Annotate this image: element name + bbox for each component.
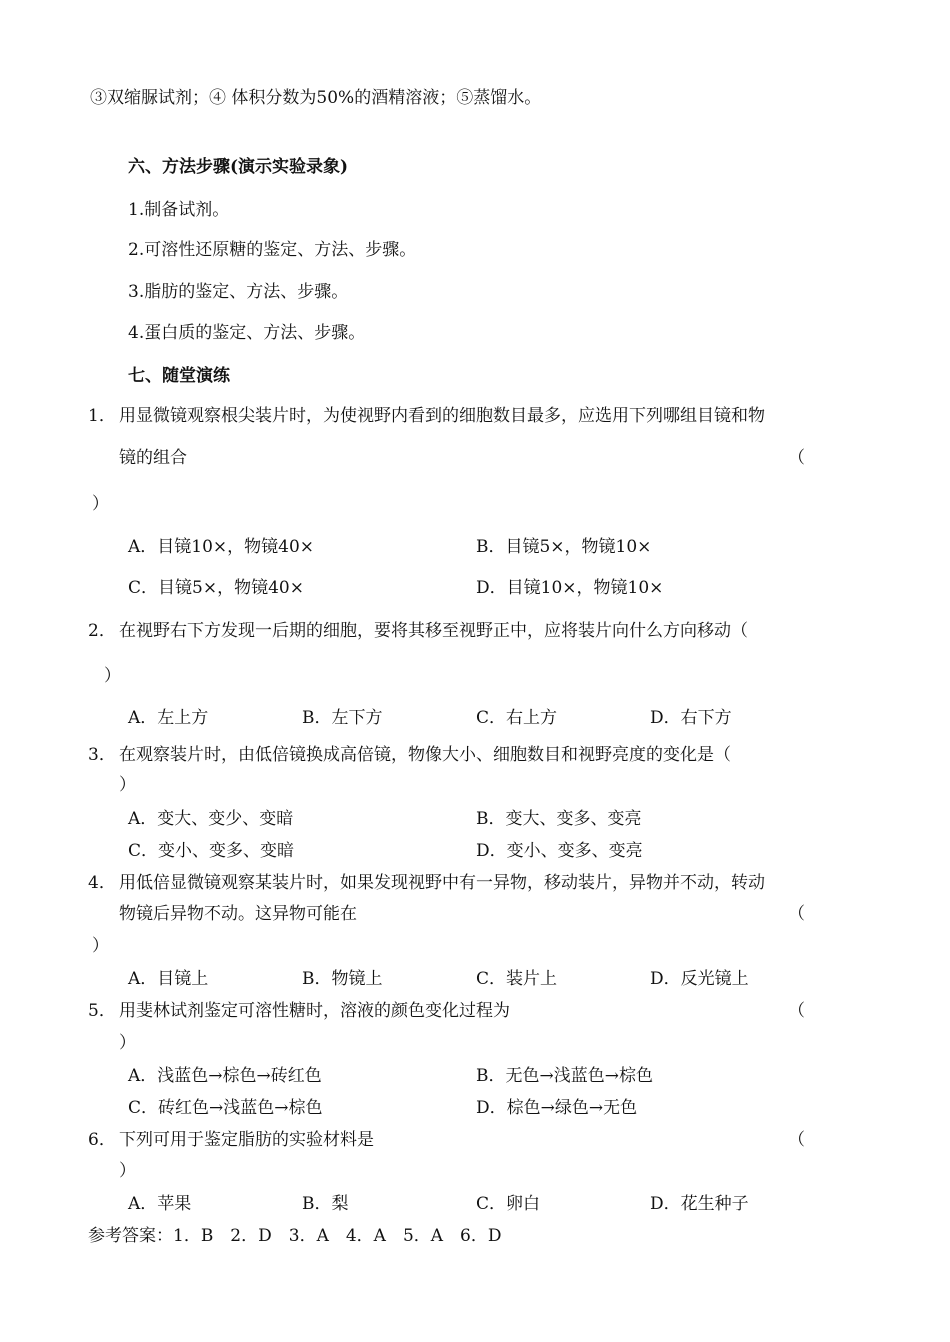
option-c: C．目镜5×，物镜40×	[128, 578, 304, 598]
answer-paren-open: （	[788, 448, 805, 468]
option-a: A．左上方	[128, 708, 209, 728]
option-d: D．右下方	[650, 708, 732, 728]
option-b: B．物镜上	[302, 969, 383, 989]
question-stem-continued: 物镜后异物不动。这异物可能在	[119, 904, 357, 924]
option-c: C．卵白	[476, 1194, 541, 1214]
question-number: 2．	[88, 621, 116, 641]
section-heading-practice: 七、随堂演练	[128, 366, 230, 386]
question-stem: 在视野右下方发现一后期的细胞，要将其移至视野正中，应将装片向什么方向移动（	[119, 621, 748, 641]
option-d: D．目镜10×，物镜10×	[476, 578, 664, 598]
question-stem: 用显微镜观察根尖装片时，为使视野内看到的细胞数目最多，应选用下列哪组目镜和物	[119, 406, 765, 426]
option-a: A．目镜上	[128, 969, 209, 989]
option-d: D．变小、变多、变亮	[476, 841, 643, 861]
reagent-list-line: ③双缩脲试剂；④ 体积分数为50%的酒精溶液；⑤蒸馏水。	[90, 88, 542, 108]
option-b: B．变大、变多、变亮	[476, 809, 642, 829]
option-a: A．浅蓝色→棕色→砖红色	[128, 1066, 322, 1086]
answer-paren-open: （	[788, 904, 805, 924]
question-stem: 在观察装片时，由低倍镜换成高倍镜，物像大小、细胞数目和视野亮度的变化是（	[119, 745, 731, 765]
option-b: B．梨	[302, 1194, 349, 1214]
question-stem-continued: 镜的组合	[119, 448, 187, 468]
question-number: 3．	[88, 745, 116, 765]
option-c: C．变小、变多、变暗	[128, 841, 295, 861]
option-d: D．花生种子	[650, 1194, 749, 1214]
question-number: 1．	[88, 406, 116, 426]
option-a: A．苹果	[128, 1194, 192, 1214]
section-heading-methods: 六、方法步骤(演示实验录象)	[128, 157, 349, 177]
answer-key: 参考答案：1．B 2．D 3．A 4．A 5．A 6．D	[88, 1226, 502, 1246]
method-step: 1.制备试剂。	[128, 200, 230, 220]
method-step: 2.可溶性还原糖的鉴定、方法、步骤。	[128, 240, 417, 260]
option-b: B．左下方	[302, 708, 383, 728]
option-a: A．目镜10×，物镜40×	[128, 537, 315, 557]
question-stem: 用斐林试剂鉴定可溶性糖时，溶液的颜色变化过程为	[119, 1001, 510, 1021]
question-number: 4．	[88, 873, 116, 893]
answer-paren-close: ）	[92, 936, 109, 956]
answer-paren-open: （	[788, 1001, 805, 1021]
option-c: C．右上方	[476, 708, 558, 728]
question-number: 5．	[88, 1001, 116, 1021]
question-number: 6．	[88, 1130, 116, 1150]
method-step: 3.脂肪的鉴定、方法、步骤。	[128, 282, 349, 302]
answer-paren-close: ）	[104, 666, 121, 686]
option-d: D．棕色→绿色→无色	[476, 1098, 638, 1118]
answer-paren-close: ）	[119, 775, 136, 795]
method-step: 4.蛋白质的鉴定、方法、步骤。	[128, 323, 366, 343]
answer-paren-close: ）	[92, 494, 109, 514]
answer-paren-open: （	[788, 1130, 805, 1150]
answer-paren-close: ）	[119, 1033, 136, 1053]
option-b: B．无色→浅蓝色→棕色	[476, 1066, 653, 1086]
answer-paren-close: ）	[119, 1161, 136, 1181]
option-b: B．目镜5×，物镜10×	[476, 537, 652, 557]
option-c: C．砖红色→浅蓝色→棕色	[128, 1098, 323, 1118]
question-stem: 下列可用于鉴定脂肪的实验材料是	[119, 1130, 374, 1150]
option-d: D．反光镜上	[650, 969, 749, 989]
question-stem: 用低倍显微镜观察某装片时，如果发现视野中有一异物，移动装片，异物并不动，转动	[119, 873, 765, 893]
option-a: A．变大、变少、变暗	[128, 809, 294, 829]
option-c: C．装片上	[476, 969, 558, 989]
